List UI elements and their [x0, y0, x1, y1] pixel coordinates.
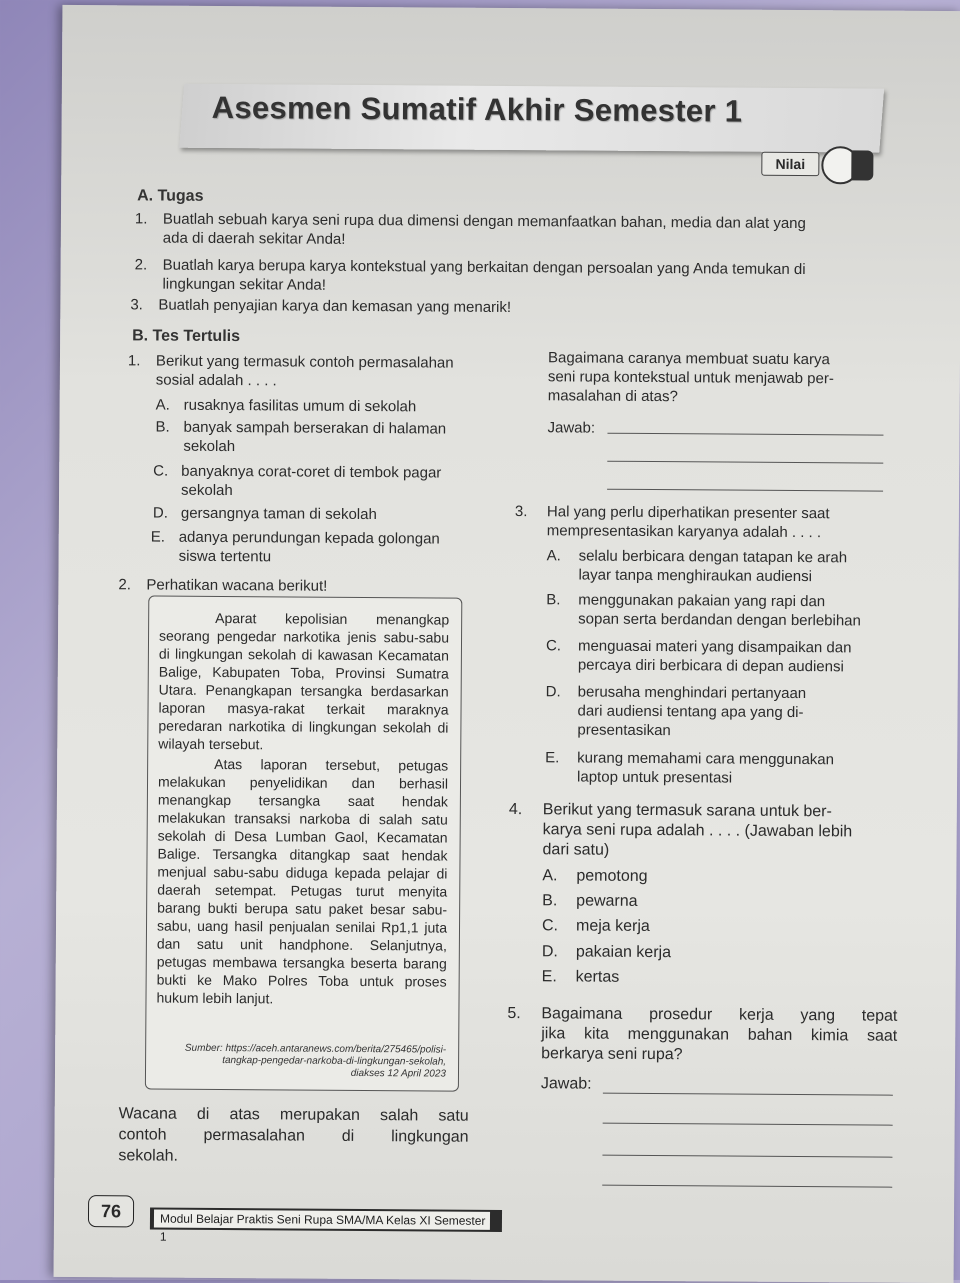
q4-option-c: C. meja kerja — [541, 917, 650, 935]
q5-answer-line-1[interactable] — [603, 1093, 893, 1096]
page-title: Asesmen Sumatif Akhir Semester 1 — [211, 89, 743, 129]
reading-passage-box — [145, 595, 462, 1091]
q1-option-c: C. banyaknya corat-coret di tembok pagar sekolah — [153, 462, 442, 500]
q4-option-d: D. pakaian kerja — [541, 943, 672, 962]
q4-option-a: A. pemotong — [542, 867, 648, 885]
passage-paragraph-2: Atas laporan tersebut, petugas melakukan penyelidikan dan berhasil menangkap tersangka saat hendak melakukan transaksi narkoba di salah satu sekolah di Desa Lumban Gaol, Kecamatan Balige. Tersangka ditangkap saat hendak menjual sabu-sabu diduga kepada pelajar di daerah setempat. Petugas turut menyita barang bukti berupa satu paket besar sabu-sabu, uang hasil penjualan senilai Rp1,1 juta dan satu unit handphone. Selanjutnya, petugas membawa tersangka beserta barang bukti ke Mako Polres Toba untuk proses hukum lebih lanjut. — [156, 755, 449, 1007]
q1-option-a: A. rusaknya fasilitas umum di sekolah — [155, 396, 417, 416]
book-title: Modul Belajar Praktis Seni Rupa SMA/MA Kelas XI Semester 1 — [154, 1210, 490, 1230]
q5-answer-line-2[interactable] — [603, 1123, 893, 1126]
q3-option-d: D. berusaha menghindari pertanyaan dari audiensi tentang apa yang di- presentasikan — [545, 683, 807, 740]
q3-option-b: B. menggunakan pakaian yang rapi dan sopan serta berdandan dengan berlebihan — [546, 591, 861, 630]
q2-question-text: Wacana di atas merupakan salah satu contoh permasalahan di lingkungan sekolah. — [118, 1105, 469, 1165]
q5-answer-line-4[interactable] — [602, 1185, 892, 1188]
passage-source: Sumber: https://aceh.antaranews.com/berita/275465/polisi- tangkap-pengedar-narkoba-di-lingkungan-sekolah, diakses 12 April 2023 — [184, 1042, 447, 1080]
q2-answer-label: Jawab: — [547, 419, 596, 437]
q2-answer-line-2[interactable] — [607, 461, 883, 464]
q5-answer-label: Jawab: — [540, 1075, 592, 1093]
q1-option-e: E. adanya perundungan kepada golongan siswa tertentu — [150, 528, 440, 566]
question-2: 2. Perhatikan wacana berikut! — [118, 576, 328, 595]
q2-answer-line-3[interactable] — [607, 489, 883, 492]
section-a-heading: A. Tugas — [137, 187, 204, 205]
task-item-3: 3. Buatlah penyajian karya dan kemasan yang menarik! — [130, 296, 512, 317]
page-number: 76 — [88, 1195, 134, 1227]
q3-option-a: A. selalu berbicara dengan tatapan ke arah layar tanpa menghiraukan audiensi — [546, 547, 848, 586]
q5-answer-line-3[interactable] — [602, 1155, 892, 1158]
q3-option-c: C. menguasai materi yang disampaikan dan percaya diri berbicara di depan audiensi — [545, 637, 852, 676]
section-b-heading: B. Tes Tertulis — [132, 327, 241, 346]
q3-option-e: E. kurang memahami cara menggunakan laptop untuk presentasi — [545, 749, 835, 787]
q4-option-b: B. pewarna — [542, 892, 638, 910]
q1-option-d: D. gersangnya taman di sekolah — [152, 504, 377, 524]
task-item-2: 2. Buatlah karya berupa karya kontekstual yang berkaitan dengan persoalan yang Anda temukan di lingkungan sekitar Anda! — [134, 256, 806, 294]
question-4: 4. Berikut yang termasuk sarana untuk ber- karya seni rupa adalah . . . . (Jawaban lebih dari satu) — [508, 801, 853, 859]
q2-answer-line-1[interactable] — [607, 433, 883, 436]
score-tab-icon — [851, 150, 873, 180]
task-item-1: 1. Buatlah sebuah karya seni rupa dua dimensi dengan memanfaatkan bahan, media dan alat yang ada di daerah sekitar Anda! — [134, 210, 806, 248]
q1-option-b: B. banyak sampah berserakan di halaman sekolah — [155, 418, 447, 456]
question-3: 3. Hal yang perlu diperhatikan presenter saat mempresentasikan karyanya adalah . . . . — [514, 503, 830, 542]
question-1: 1. Berikut yang termasuk contoh permasalahan sosial adalah . . . . — [127, 352, 454, 390]
passage-paragraph-1: Aparat kepolisian menangkap seorang pengedar narkotika jenis sabu-sabu di lingkungan sekolah di kawasan Kecamatan Balige, Kabupaten Toba, Provinsi Sumatra Utara. Penangkapan tersangka berdasarkan laporan masya-rakat terkait maraknya peredaran narkotika di lingkungan sekolah di wilayah tersebut. — [158, 609, 450, 753]
question-5: 5. Bagaimana prosedur kerja yang tepat jika kita menggunakan bahan kimia saat berkarya seni rupa? — [507, 1005, 898, 1064]
q2-question-continued: Bagaimana caranya membuat suatu karya seni rupa kontekstual untuk menjawab per- masalahan di atas? — [547, 349, 834, 406]
worksheet-page — [54, 5, 960, 1283]
nilai-label: Nilai — [761, 152, 819, 176]
q4-option-e: E. kertas — [541, 968, 620, 986]
